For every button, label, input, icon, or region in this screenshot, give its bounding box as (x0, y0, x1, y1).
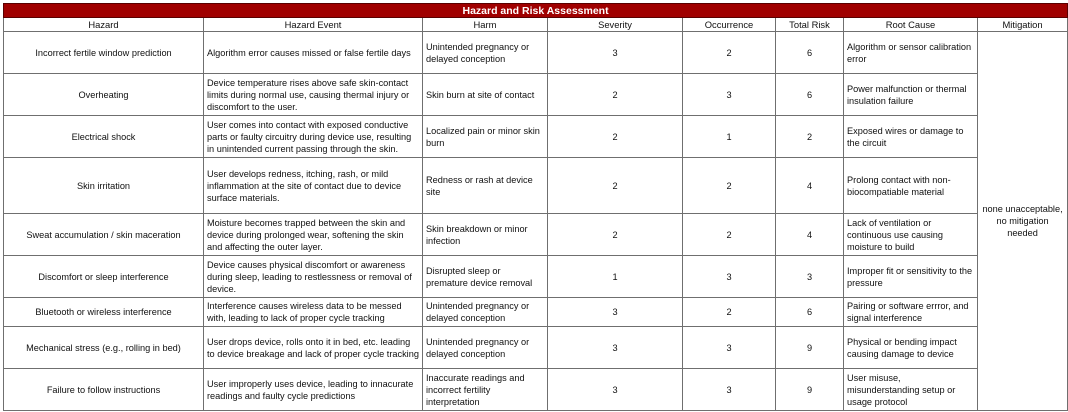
occurrence-cell: 3 (683, 256, 776, 298)
header-row (4, 18, 1068, 32)
hazard-event-cell: User improperly uses device, leading to innacurate readings and faulty cycle predictions (204, 369, 423, 411)
hazard-event-cell: Algorithm error causes missed or false fertile days (204, 32, 423, 74)
total-risk-cell: 6 (776, 298, 844, 327)
table-title: Hazard and Risk Assessment (4, 4, 1068, 18)
harm-cell: Unintended pregnancy or delayed conception (423, 327, 548, 369)
occurrence-cell: 1 (683, 116, 776, 158)
root-cause-cell: Lack of ventilation or continuous use causing moisture to build (844, 214, 978, 256)
hazard-cell: Discomfort or sleep interference (4, 256, 204, 298)
table-row (4, 256, 1068, 298)
column-header-total-risk: Total Risk (776, 18, 844, 32)
severity-cell: 2 (548, 214, 683, 256)
hazard-cell: Failure to follow instructions (4, 369, 204, 411)
occurrence-cell: 3 (683, 369, 776, 411)
root-cause-cell: Improper fit or sensitivity to the pressure (844, 256, 978, 298)
severity-cell: 3 (548, 32, 683, 74)
harm-cell: Unintended pregnancy or delayed conception (423, 32, 548, 74)
total-risk-cell: 9 (776, 327, 844, 369)
harm-cell: Skin burn at site of contact (423, 74, 548, 116)
hazard-cell: Electrical shock (4, 116, 204, 158)
hazard-event-cell: Moisture becomes trapped between the skin and device during prolonged wear, softening the skin and affecting the outer layer. (204, 214, 423, 256)
occurrence-cell: 2 (683, 214, 776, 256)
total-risk-cell: 9 (776, 369, 844, 411)
risk-assessment-sheet (3, 3, 1063, 411)
mitigation-cell: none unacceptable, no mitigation needed (978, 32, 1068, 411)
hazard-cell: Overheating (4, 74, 204, 116)
column-header-hazard-event: Hazard Event (204, 18, 423, 32)
harm-cell: Redness or rash at device site (423, 158, 548, 214)
harm-cell: Localized pain or minor skin burn (423, 116, 548, 158)
table-row (4, 116, 1068, 158)
hazard-event-cell: Device causes physical discomfort or awareness during sleep, leading to restlessness or removal of device. (204, 256, 423, 298)
hazard-event-cell: Interference causes wireless data to be messed with, leading to lack of proper cycle tracking (204, 298, 423, 327)
total-risk-cell: 6 (776, 74, 844, 116)
occurrence-cell: 3 (683, 74, 776, 116)
table-row (4, 32, 1068, 74)
root-cause-cell: Physical or bending impact causing damage to device (844, 327, 978, 369)
table-row (4, 74, 1068, 116)
occurrence-cell: 2 (683, 158, 776, 214)
occurrence-cell: 2 (683, 32, 776, 74)
severity-cell: 2 (548, 158, 683, 214)
hazard-cell: Sweat accumulation / skin maceration (4, 214, 204, 256)
hazard-cell: Mechanical stress (e.g., rolling in bed) (4, 327, 204, 369)
table-row (4, 158, 1068, 214)
hazard-event-cell: User drops device, rolls onto it in bed, etc. leading to device breakage and lack of proper cycle tracking (204, 327, 423, 369)
occurrence-cell: 2 (683, 298, 776, 327)
total-risk-cell: 4 (776, 214, 844, 256)
root-cause-cell: Exposed wires or damage to the circuit (844, 116, 978, 158)
column-header-occurrence: Occurrence (683, 18, 776, 32)
hazard-event-cell: Device temperature rises above safe skin-contact limits during normal use, causing thermal injury or discomfort to the user. (204, 74, 423, 116)
column-header-mitigation: Mitigation (978, 18, 1068, 32)
total-risk-cell: 2 (776, 116, 844, 158)
harm-cell: Inaccurate readings and incorrect fertility interpretation (423, 369, 548, 411)
hazard-cell: Skin irritation (4, 158, 204, 214)
column-header-harm: Harm (423, 18, 548, 32)
table-row (4, 298, 1068, 327)
table-row (4, 214, 1068, 256)
harm-cell: Unintended pregnancy or delayed conception (423, 298, 548, 327)
severity-cell: 2 (548, 116, 683, 158)
severity-cell: 3 (548, 327, 683, 369)
severity-cell: 3 (548, 369, 683, 411)
occurrence-cell: 3 (683, 327, 776, 369)
severity-cell: 1 (548, 256, 683, 298)
hazard-event-cell: User comes into contact with exposed conductive parts or faulty circuitry during device use, resulting in unintended current passing through the skin. (204, 116, 423, 158)
column-header-severity: Severity (548, 18, 683, 32)
root-cause-cell: Prolong contact with non-biocompatiable material (844, 158, 978, 214)
root-cause-cell: User misuse, misunderstanding setup or usage protocol (844, 369, 978, 411)
severity-cell: 2 (548, 74, 683, 116)
column-header-hazard: Hazard (4, 18, 204, 32)
hazard-cell: Incorrect fertile window prediction (4, 32, 204, 74)
column-header-root-cause: Root Cause (844, 18, 978, 32)
total-risk-cell: 3 (776, 256, 844, 298)
root-cause-cell: Algorithm or sensor calibration error (844, 32, 978, 74)
root-cause-cell: Pairing or software errror, and signal interference (844, 298, 978, 327)
hazard-event-cell: User develops redness, itching, rash, or mild inflammation at the site of contact due to device surface materials. (204, 158, 423, 214)
hazard-cell: Bluetooth or wireless interference (4, 298, 204, 327)
table-row (4, 369, 1068, 411)
harm-cell: Skin breakdown or minor infection (423, 214, 548, 256)
table-row (4, 327, 1068, 369)
root-cause-cell: Power malfunction or thermal insulation failure (844, 74, 978, 116)
total-risk-cell: 4 (776, 158, 844, 214)
harm-cell: Disrupted sleep or premature device removal (423, 256, 548, 298)
severity-cell: 3 (548, 298, 683, 327)
risk-table (3, 3, 1068, 411)
total-risk-cell: 6 (776, 32, 844, 74)
